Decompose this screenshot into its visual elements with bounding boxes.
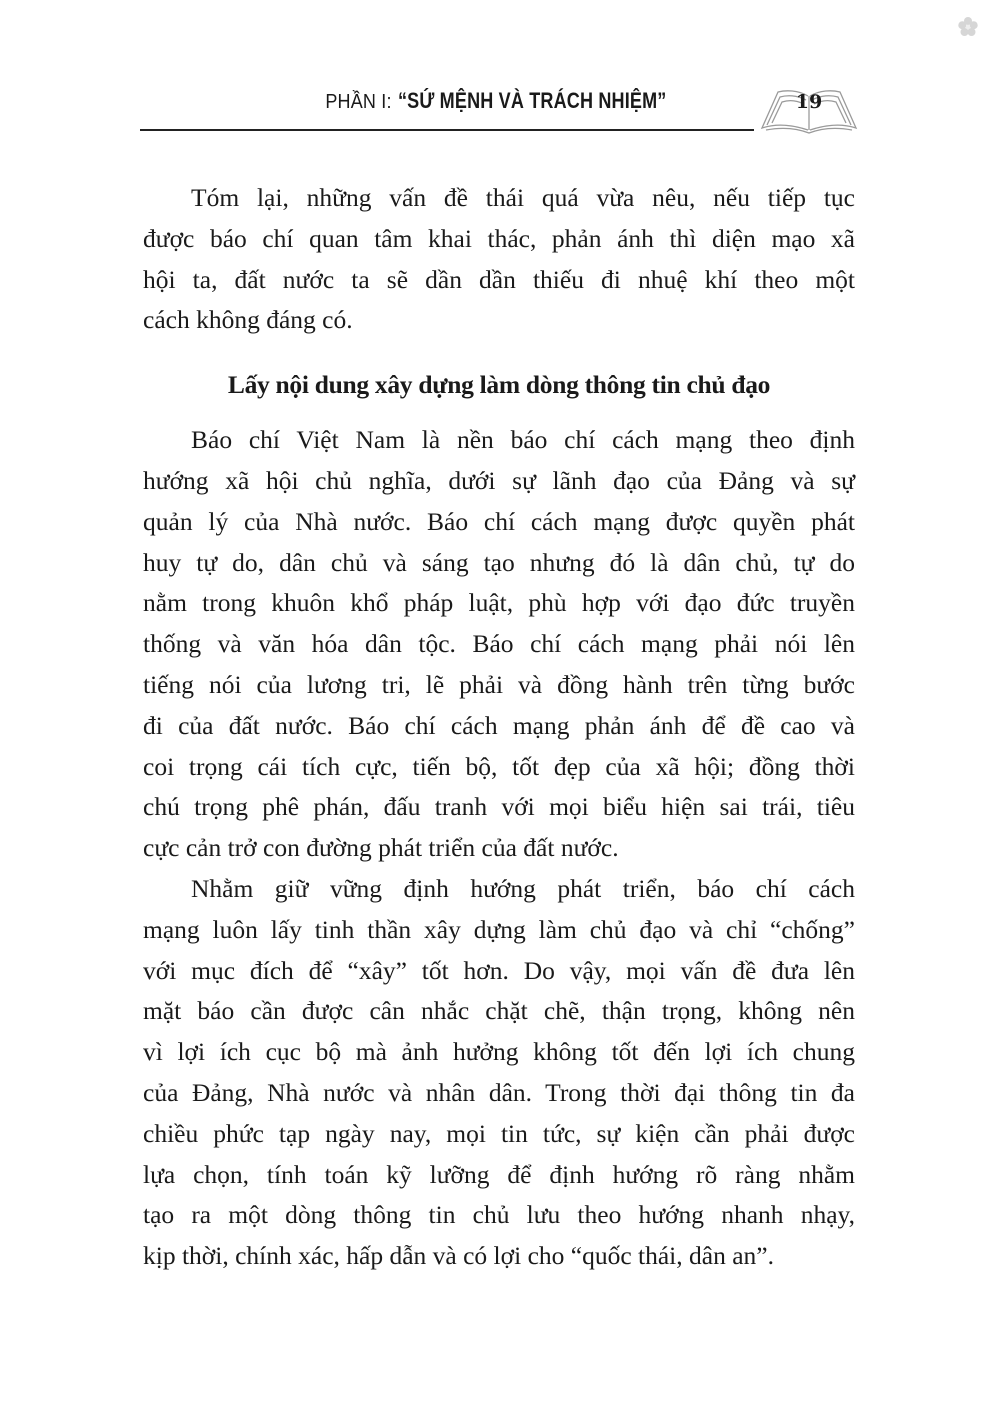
text-line: Nhằm giữ vững định hướng phát triển, báo chí cách bbox=[191, 873, 855, 903]
text-line: của Đảng, Nhà nước và nhân dân. Trong thời đại thông tin đa bbox=[143, 1077, 855, 1107]
page-body bbox=[143, 178, 855, 1277]
running-header bbox=[140, 84, 860, 134]
text-line: cách không đáng có. bbox=[143, 305, 353, 335]
paragraph-press-role bbox=[143, 420, 855, 869]
text-line: coi trọng cái tích cực, tiến bộ, tốt đẹp của xã hội; đồng thời bbox=[143, 751, 855, 781]
text-line: quản lý của Nhà nước. Báo chí cách mạng được quyền phát bbox=[143, 506, 855, 536]
page-number: 19 bbox=[795, 91, 823, 113]
text-line: lựa chọn, tính toán kỹ lưỡng để định hướng rõ ràng nhằm bbox=[143, 1159, 855, 1189]
part-label: PHẦN I: bbox=[325, 91, 392, 113]
header-rule bbox=[140, 129, 754, 131]
text-line: cực cản trở con đường phát triển của đất nước. bbox=[143, 833, 619, 863]
chapter-title bbox=[318, 88, 725, 114]
text-line: kịp thời, chính xác, hấp dẫn và có lợi cho “quốc thái, dân an”. bbox=[143, 1241, 774, 1271]
text-line: Báo chí Việt Nam là nền báo chí cách mạng theo định bbox=[191, 425, 855, 455]
text-line: tiếng nói của lương tri, lẽ phải và đồng hành trên từng bước bbox=[143, 669, 855, 699]
part-title: “SỨ MỆNH VÀ TRÁCH NHIỆM” bbox=[397, 88, 667, 113]
text-line: tạo ra một dòng thông tin chủ lưu theo hướng nhanh nhạy, bbox=[143, 1200, 855, 1230]
text-line: vì lợi ích cục bộ mà ảnh hưởng không tốt đến lợi ích chung bbox=[143, 1037, 855, 1067]
text-line: mặt báo cần được cân nhắc chặt chẽ, thận trọng, không nên bbox=[143, 996, 855, 1026]
text-line: chiều phức tạp ngày nay, mọi tin tức, sự kiện cần phải được bbox=[143, 1118, 855, 1148]
text-line: Tóm lại, những vấn đề thái quá vừa nêu, nếu tiếp tục bbox=[191, 183, 855, 212]
text-line: đi của đất nước. Báo chí cách mạng phản ánh để đề cao và bbox=[143, 710, 855, 740]
text-line: được báo chí quan tâm khai thác, phản ánh thì diện mạo xã bbox=[143, 223, 855, 253]
text-line: chú trọng phê phán, đấu tranh với mọi biểu hiện sai trái, tiêu bbox=[143, 792, 855, 822]
flower-icon bbox=[957, 16, 979, 38]
text-line: huy tự do, dân chủ và sáng tạo nhưng đó là dân chủ, tự do bbox=[143, 547, 855, 577]
paragraph-direction bbox=[143, 869, 855, 1277]
text-line: hướng xã hội chủ nghĩa, dưới sự lãnh đạo của Đảng và sự bbox=[143, 465, 855, 495]
text-line: thống và văn hóa dân tộc. Báo chí cách mạng phải nói lên bbox=[143, 629, 855, 659]
section-heading: Lấy nội dung xây dựng làm dòng thông tin chủ đạo bbox=[227, 370, 771, 400]
paragraph-summary bbox=[143, 178, 855, 341]
text-line: mạng luôn lấy tinh thần xây dựng làm chủ đạo và chỉ “chống” bbox=[143, 914, 855, 944]
text-line: nằm trong khuôn khổ pháp luật, phù hợp với đạo đức truyền bbox=[143, 588, 855, 618]
text-line: hội ta, đất nước ta sẽ dần dần thiếu đi nhuệ khí theo một bbox=[143, 264, 855, 294]
text-line: với mục đích để “xây” tốt hơn. Do vậy, mọi vấn đề đưa lên bbox=[143, 955, 855, 985]
